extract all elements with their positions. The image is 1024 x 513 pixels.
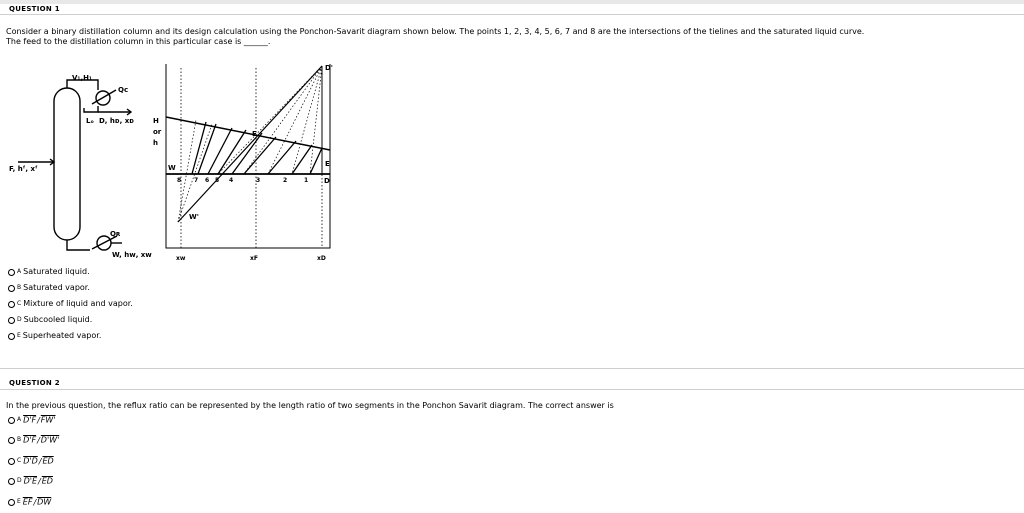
option-text: Subcooled liquid.	[23, 315, 93, 324]
segment-denominator: $\overline{ED}$	[42, 456, 54, 466]
point-d: D	[324, 177, 330, 185]
point-e-upper: E	[252, 130, 257, 138]
q1-option-c[interactable]	[8, 299, 133, 310]
segment-denominator: $\overline{ED}$	[41, 476, 53, 486]
question-2-text: In the previous question, the reflux ratio can be represented by the length ratio of two segments in the Ponchon Savarit diagram. The correct answer is	[6, 401, 614, 410]
radio-icon[interactable]	[8, 417, 15, 424]
radio-icon[interactable]	[8, 333, 15, 340]
y-axis-label-or: or	[153, 128, 162, 136]
option-letter: D	[17, 316, 22, 323]
q1-option-e[interactable]	[8, 331, 101, 342]
label-qc: Qc	[118, 86, 129, 94]
radio-icon[interactable]	[8, 285, 15, 292]
question-2-top-divider	[0, 368, 1024, 369]
segment-denominator: FW'	[40, 415, 56, 425]
question-1-header: QUESTION 1	[9, 5, 60, 13]
segment-denominator: $\overline{DW}$	[37, 497, 52, 507]
option-letter: C	[17, 300, 22, 307]
point-e-right: E	[325, 160, 330, 168]
tieline-point-1: 1	[304, 177, 309, 184]
radio-icon[interactable]	[8, 317, 15, 324]
option-text: Superheated vapor.	[22, 331, 102, 340]
segment-numerator: D'F	[23, 435, 37, 445]
point-d-prime: D'	[325, 64, 333, 72]
option-letter: E	[17, 332, 21, 339]
ponchon-savarit-diagram	[153, 64, 333, 262]
radio-icon[interactable]	[8, 437, 15, 444]
question-1-text-line1: Consider a binary distillation column and its design calculation using the Ponchon-Savarit diagram shown below. The points 1, 2, 3, 4, 5, 6, 7 and 8 are the intersections of the tielines and the saturated liquid curve.	[6, 27, 865, 36]
option-text: Saturated vapor.	[23, 283, 90, 292]
option-letter: C	[17, 457, 22, 464]
radio-icon[interactable]	[8, 458, 15, 465]
label-qr: Qʀ	[110, 230, 121, 238]
option-letter: D	[17, 477, 22, 484]
q2-option-b[interactable]: B D'F/D'W'	[8, 435, 59, 446]
q1-option-d[interactable]	[8, 315, 92, 326]
segment-numerator: $\overline{EF}$	[22, 497, 33, 507]
tieline-point-3: 3	[256, 177, 261, 184]
q2-option-c[interactable]: C $D'D/\overline{ED}$	[8, 456, 54, 467]
label-distillate: D, hᴅ, xᴅ	[99, 117, 134, 125]
question-2-header: QUESTION 2	[9, 379, 60, 387]
segment-numerator: D'E	[23, 476, 38, 486]
saturated-vapor-curve	[166, 117, 330, 150]
question-2-divider	[0, 389, 1024, 390]
tieline-point-8: 8	[177, 177, 182, 184]
option-letter: A	[17, 268, 22, 275]
segment-numerator: D'F	[23, 415, 37, 425]
q2-option-e[interactable]: E $\overline{EF}/\overline{DW}$	[8, 497, 51, 508]
option-letter: E	[17, 498, 21, 505]
radio-icon[interactable]	[8, 499, 15, 506]
q2-option-a[interactable]: A D'F/FW'	[8, 415, 56, 426]
option-text: Saturated liquid.	[23, 267, 90, 276]
point-w: W	[168, 164, 176, 172]
x-label-xd: xD	[317, 255, 326, 262]
option-letter: B	[17, 436, 22, 443]
column-vessel	[54, 88, 80, 240]
radio-icon[interactable]	[8, 478, 15, 485]
label-bottoms: W, hᴡ, xᴡ	[112, 251, 152, 259]
tieline-point-7: 7	[194, 177, 199, 184]
option-letter: B	[17, 284, 22, 291]
label-reflux: Lₒ	[86, 117, 94, 125]
segment-denominator: D'W'	[40, 435, 60, 445]
tieline-point-4: 4	[229, 177, 234, 184]
radio-icon[interactable]	[8, 269, 15, 276]
q1-option-b[interactable]	[8, 283, 90, 294]
q1-option-a[interactable]	[8, 267, 90, 278]
option-letter: A	[17, 416, 22, 423]
y-axis-label-h: H	[153, 117, 159, 125]
x-label-xf: xF	[250, 255, 258, 262]
y-axis-label-h-lower: h	[153, 139, 158, 147]
tieline-point-2: 2	[283, 177, 288, 184]
radio-icon[interactable]	[8, 301, 15, 308]
bottoms-line	[67, 240, 90, 250]
x-label-xw: xw	[176, 255, 186, 262]
point-w-prime: W'	[189, 213, 199, 221]
label-top-stream: V₁,H₁	[72, 74, 93, 82]
tie-lines	[192, 122, 322, 174]
tieline-point-5: 5	[215, 177, 220, 184]
q2-option-d[interactable]: D $D'E/\overline{ED}$	[8, 476, 53, 487]
question-1-text-line2: The feed to the distillation column in this particular case is ______.	[6, 37, 271, 46]
segment-numerator: D'D	[23, 456, 38, 466]
tieline-point-6: 6	[205, 177, 210, 184]
label-feed: F, hᶠ, xᶠ	[9, 165, 38, 173]
option-text: Mixture of liquid and vapor.	[23, 299, 133, 308]
